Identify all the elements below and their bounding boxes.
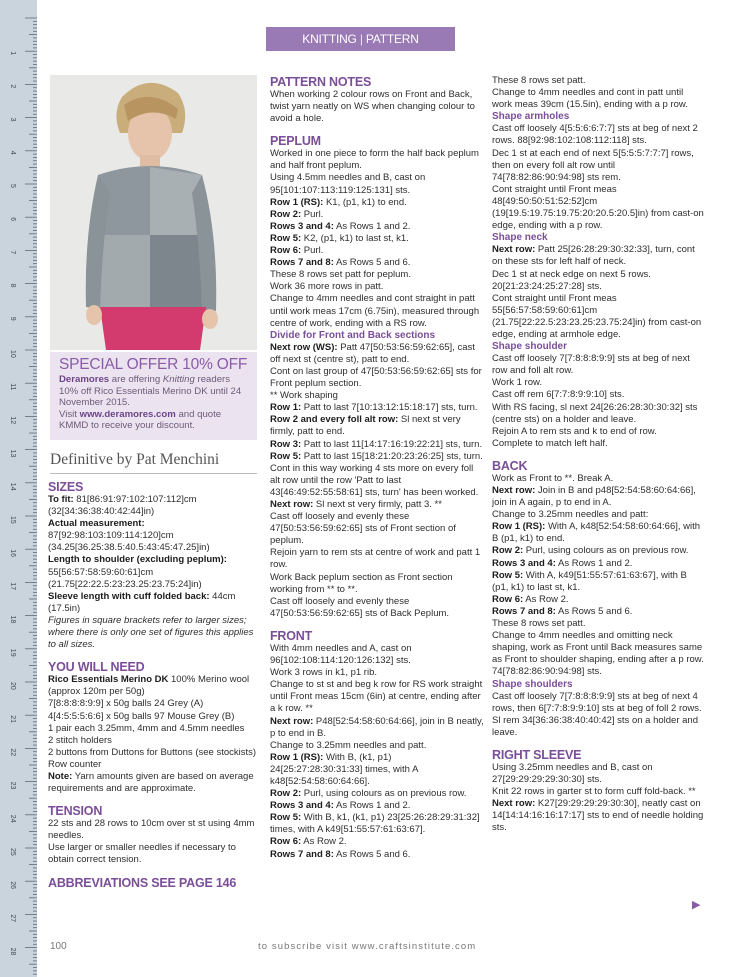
note-text bbox=[48, 615, 259, 651]
section-heading: RIGHT SLEEVE bbox=[492, 747, 582, 762]
paragraph: Cast off loosely 7[7:8:8:8:9:9] sts at beg of next 4 rows, then 6[7:7:8:9:9:10] sts at beg of foll 2 rows. bbox=[492, 690, 702, 714]
paragraph: Work 36 more rows in patt. bbox=[270, 281, 384, 293]
instruction-label: Next row: bbox=[492, 485, 536, 496]
ruler-number: 2 bbox=[9, 84, 16, 89]
section-heading: YOU WILL NEED bbox=[48, 660, 145, 675]
ruler-number: 7 bbox=[9, 250, 16, 255]
section-heading: BACK bbox=[492, 458, 528, 473]
offer-url[interactable]: www.deramores.com bbox=[79, 408, 176, 420]
instruction-value: Patt to last 11[14:17:16:19:22:21] sts, turn. bbox=[301, 438, 483, 450]
page-number: 100 bbox=[50, 941, 67, 952]
paragraph: Dec 1 st at neck edge on next 5 rows. 20[21:23:24:25:27:28] sts. bbox=[492, 268, 651, 292]
paragraph: Use larger or smaller needles if necessary to obtain correct tension. bbox=[48, 842, 236, 866]
paragraph: Change to 4mm needles and omitting neck shaping, work as Front until Back measures same as Front to shoulder shaping, ending after a p row. 74[78:82:86:90:94:98] sts. bbox=[492, 630, 704, 678]
paragraph: Sl rem 34[36:36:38:40:40:42] sts on a holder and leave. bbox=[492, 714, 698, 738]
instruction-label: Row 5: bbox=[270, 450, 302, 462]
instruction-label: Row 5: bbox=[270, 232, 302, 244]
ruler-number: 3 bbox=[9, 117, 16, 122]
instruction-line bbox=[270, 836, 484, 848]
instruction-line bbox=[270, 788, 484, 800]
section-heading: ABBREVIATIONS SEE PAGE 146 bbox=[48, 875, 237, 890]
paragraph: With RS facing, sl next 24[26:26:28:30:30:32] sts (centre sts) on a holder and leave. bbox=[492, 401, 698, 425]
banner-category: KNITTING bbox=[302, 32, 357, 46]
paragraph: Cont in this way working 4 sts more on every foll alt row until the row 'Patt to last 43[46:49:52:55:58:61] sts, turn' has been worked. bbox=[270, 462, 479, 498]
instruction-value: Purl, using colours as on previous row. bbox=[523, 545, 689, 557]
ruler-number: 25 bbox=[9, 848, 16, 856]
paragraph: Cast off loosely 7[7:8:8:8:9:9] sts at beg of next row and foll alt row. bbox=[492, 353, 690, 377]
instruction-value: Patt to last 7[10:13:12:15:18:17] sts, turn. bbox=[301, 402, 478, 414]
instruction-line bbox=[492, 244, 704, 268]
instruction-line bbox=[48, 771, 259, 795]
ruler-number: 13 bbox=[9, 449, 16, 458]
instruction-value: Patt to last 15[18:21:20:23:26:25] sts, turn. bbox=[301, 450, 483, 462]
instruction-label: Rows 7 and 8: bbox=[492, 605, 556, 617]
pattern-byline: Definitive by Pat Menchini bbox=[50, 451, 220, 468]
instruction-line bbox=[270, 499, 484, 511]
ruler-number: 24 bbox=[9, 814, 16, 823]
ruler-number: 20 bbox=[9, 682, 16, 690]
paragraph: Change to 4mm needles and cont straight in patt until work meas 17cm (6.75in), measured through centre of work, ending with a RS row. bbox=[270, 293, 480, 329]
paragraph: 87[92:98:103:109:114:120]cm (34.25[36.25:38.5:40.5:43:45:47.25]in) bbox=[48, 530, 210, 554]
subsection-heading: Shape neck bbox=[492, 232, 548, 244]
paragraph: These 8 rows set patt. bbox=[492, 75, 586, 86]
paragraph: Complete to match left half. bbox=[492, 437, 608, 449]
instruction-value: With A, k49[51:55:57:61:63:67], with B (p1, k1) to last st, k1. bbox=[492, 569, 687, 593]
instruction-line bbox=[270, 752, 484, 788]
offer-visit-part: and quote KMMD to receive your discount. bbox=[59, 408, 222, 432]
paragraph: Using 3.25mm needles and B, cast on 27[29:29:29:29:30:30] sts. bbox=[492, 761, 653, 786]
instruction-label: Rows 7 and 8: bbox=[270, 848, 334, 860]
instruction-line bbox=[270, 439, 484, 451]
paragraph: 2 buttons from Duttons for Buttons (see stockists) bbox=[48, 746, 257, 758]
column-left bbox=[48, 480, 259, 890]
instruction-value: As Rows 1 and 2. bbox=[333, 800, 411, 812]
paragraph: Worked in one piece to form the half back peplum and half front peplum. bbox=[270, 148, 479, 172]
ruler-number: 26 bbox=[9, 881, 16, 889]
instruction-label: Row 2: bbox=[492, 545, 524, 557]
column-middle bbox=[270, 75, 484, 861]
paragraph: Change to st st and beg k row for RS work straight until Front meas 15cm (6in) at centre, ending after a k row. ** bbox=[270, 679, 483, 715]
offer-text-part: readers 10% off Rico Essentials Merino DK until 24 November 2015. bbox=[59, 374, 242, 409]
instruction-label: To fit: bbox=[48, 494, 74, 505]
instruction-line bbox=[270, 812, 484, 836]
section-heading: TENSION bbox=[48, 804, 103, 819]
paragraph: 55[56:57:58:59:60:61]cm (21.75[22:22.5:23:23.25:23.75:24]in) bbox=[48, 566, 202, 590]
offer-brand: Deramores bbox=[59, 374, 110, 385]
instruction-value: Yarn amounts given are based on average requirements and are approximate. bbox=[48, 770, 254, 795]
section-banner bbox=[266, 27, 455, 70]
ruler-number: 15 bbox=[9, 516, 16, 524]
paragraph: Change to 3.25mm needles and patt: bbox=[492, 509, 649, 521]
paragraph: Work 1 row. bbox=[492, 377, 542, 389]
instruction-value: Purl. bbox=[301, 245, 324, 257]
paragraph: 2 stitch holders bbox=[48, 734, 112, 746]
column-right bbox=[492, 75, 704, 835]
instruction-value: 81[86:91:97:102:107:112]cm (32[34:36:38:40:42:44]in) bbox=[48, 494, 197, 518]
paragraph: 1 pair each 3.25mm, 4mm and 4.5mm needles bbox=[48, 722, 245, 734]
instruction-value: With A, k48[52:54:58:60:64:66], with B (p1, k1) to end. bbox=[492, 521, 701, 545]
paragraph: Cont on last group of 47[50:53:56:59:62:65] sts for Front peplum section. bbox=[270, 365, 482, 390]
instruction-value: As Row 2. bbox=[301, 836, 347, 848]
instruction-value: 100% Merino wool (approx 120m per 50g) bbox=[48, 674, 250, 698]
instruction-value: Purl. bbox=[301, 208, 324, 220]
paragraph: When working 2 colour rows on Front and Back, twist yarn neatly on WS when changing colour to avoid a hole. bbox=[270, 89, 475, 125]
instruction-value: As Rows 5 and 6. bbox=[333, 848, 411, 860]
ruler-number: 6 bbox=[9, 217, 16, 222]
offer-magazine: Knitting bbox=[162, 374, 195, 385]
paragraph: Rejoin yarn to rem sts at centre of work and patt 1 row. bbox=[270, 547, 481, 571]
instruction-line bbox=[492, 594, 704, 606]
instruction-line bbox=[270, 451, 484, 463]
instruction-label: Next row: bbox=[270, 715, 314, 727]
ruler-number: 19 bbox=[9, 648, 16, 657]
instruction-value: Purl, using colours as on previous row. bbox=[301, 788, 467, 800]
instruction-value: Patt 25[26:28:29:30:32:33], turn, cont on these sts for left half of neck. bbox=[492, 244, 695, 268]
ruler-number: 17 bbox=[9, 582, 16, 591]
paragraph: 22 sts and 28 rows to 10cm over st st using 4mm needles. bbox=[48, 818, 255, 842]
spacer bbox=[48, 867, 259, 876]
special-offer-box bbox=[50, 352, 257, 440]
instruction-value: As Row 2. bbox=[523, 593, 569, 605]
paragraph: These 8 rows set patt. bbox=[492, 618, 586, 630]
instruction-value: Join in B and p48[52:54:58:60:64:66], join in A again, p to end in A. bbox=[492, 485, 696, 509]
instruction-label: Row 2: bbox=[270, 208, 302, 220]
instruction-value: P48[52:54:58:60:64:66], join in B neatly, p to end in B. bbox=[270, 715, 484, 739]
paragraph: Change to 4mm needles and cont in patt until work meas 39cm (15.5in), ending with a p row. bbox=[492, 87, 688, 111]
ruler-number: 18 bbox=[9, 615, 16, 624]
instruction-label: Next row (WS): bbox=[270, 341, 338, 353]
instruction-line bbox=[270, 197, 484, 209]
subsection-heading: Shape shoulders bbox=[492, 678, 573, 690]
instruction-label: Row 1 (RS): bbox=[270, 196, 324, 208]
paragraph: Cont straight until Front meas 55[56:57:58:59:60:61]cm (21.75[22:22.5:23:23.25:23.75:24]in) from cast-on edge, ending at armhole edge. bbox=[492, 292, 702, 340]
paragraph: Cont straight until Front meas 48[49:50:50:51:52:52]cm (19[19.5:19.75:19.75:20:20.5:20.5]in) from cast-on edge, ending with a p row. bbox=[492, 183, 704, 232]
instruction-line bbox=[492, 485, 704, 509]
ruler-number: 1 bbox=[9, 51, 16, 56]
instruction-line bbox=[48, 591, 259, 615]
divider bbox=[50, 473, 257, 474]
instruction-label: Row 6: bbox=[492, 593, 524, 605]
paragraph: ** Work shaping bbox=[270, 390, 338, 402]
ruler-number: 22 bbox=[9, 748, 16, 757]
instruction-label: Row 2: bbox=[270, 788, 302, 800]
instruction-label: Row 1 (RS): bbox=[492, 521, 546, 533]
model-wearing-sweater-image bbox=[50, 75, 257, 350]
spacer bbox=[270, 125, 484, 134]
instruction-label: Next row: bbox=[270, 499, 314, 510]
ruler-number: 11 bbox=[9, 383, 16, 391]
instruction-line bbox=[270, 257, 484, 269]
subsection-heading: Shape armholes bbox=[492, 111, 570, 123]
paragraph: Dec 1 st at each end of next 5[5:5:5:7:7:7] rows, then on every foll alt row until 74[78:82:86:90:94:98] sts rem. bbox=[492, 147, 694, 183]
paragraph: Knit 22 rows in garter st to form cuff fold-back. ** bbox=[492, 786, 696, 798]
section-heading: FRONT bbox=[270, 628, 313, 643]
instruction-value: As Rows 1 and 2. bbox=[555, 557, 633, 569]
ruler-number: 28 bbox=[9, 947, 16, 956]
section-heading: SIZES bbox=[48, 480, 84, 494]
ruler-number: 23 bbox=[9, 781, 16, 790]
offer-visit-part: Visit bbox=[59, 408, 80, 420]
instruction-label: Row 3: bbox=[270, 438, 302, 450]
instruction-label: Rows 3 and 4: bbox=[492, 557, 556, 569]
instruction-label: Next row: bbox=[492, 244, 536, 256]
spacer bbox=[48, 795, 259, 804]
instruction-label: Row 1: bbox=[270, 402, 302, 414]
spacer bbox=[270, 620, 484, 629]
paragraph: Cast off loosely 4[5:5:6:6:7:7] sts at beg of next 2 rows. 88[92:98:102:108:112:118] sts. bbox=[492, 123, 698, 147]
ruler-number: 10 bbox=[9, 350, 16, 358]
subscribe-footer: to subscribe visit www.craftsinstitute.com bbox=[258, 941, 477, 952]
instruction-line bbox=[492, 521, 704, 545]
italic-note: Figures in square brackets refer to larger sizes; where there is only one set of figures this applies to all sizes. bbox=[48, 614, 254, 651]
instruction-value: 44cm (17.5in) bbox=[48, 590, 236, 614]
instruction-line bbox=[270, 221, 484, 233]
spacer bbox=[492, 450, 704, 459]
paragraph: Work 3 rows in k1, p1 rib. bbox=[270, 667, 378, 679]
subsection-heading: Shape shoulder bbox=[492, 341, 568, 353]
offer-title: SPECIAL OFFER 10% OFF bbox=[59, 356, 248, 373]
instruction-line bbox=[492, 606, 704, 618]
continue-arrow-icon: ▶ bbox=[692, 899, 701, 911]
subsection-heading: Divide for Front and Back sections bbox=[270, 329, 436, 341]
instruction-value: Patt 47[50:53:56:59:62:65], cast off next st (centre st), patt to end. bbox=[270, 341, 475, 365]
paragraph: Change to 3.25mm needles and patt. bbox=[270, 739, 427, 751]
section-heading: PATTERN NOTES bbox=[270, 75, 372, 89]
instruction-label: Note: bbox=[48, 770, 73, 782]
instruction-label: Row 2 and every foll alt row: bbox=[270, 414, 399, 426]
instruction-line bbox=[492, 570, 704, 594]
ruler-scale bbox=[0, 0, 37, 977]
section-heading: PEPLUM bbox=[270, 134, 321, 149]
model-photo bbox=[50, 75, 257, 350]
paragraph: Cast off loosely and evenly these 47[50:53:56:59:62:65] sts of Front section of peplum. bbox=[270, 511, 456, 547]
instruction-label: Row 1 (RS): bbox=[270, 751, 324, 763]
spacer bbox=[492, 739, 704, 748]
instruction-value: As Rows 5 and 6. bbox=[333, 257, 411, 269]
instruction-value: As Rows 5 and 6. bbox=[555, 605, 633, 617]
paragraph: Row counter bbox=[48, 758, 102, 770]
paragraph: 4[4:5:5:5:6:6] x 50g balls 97 Mouse Grey (B) bbox=[48, 710, 235, 722]
label-line bbox=[48, 518, 259, 530]
instruction-line bbox=[492, 798, 704, 834]
ruler-number: 9 bbox=[9, 316, 16, 321]
spacer bbox=[48, 651, 259, 660]
instruction-line bbox=[270, 849, 484, 861]
instruction-line bbox=[270, 209, 484, 221]
instruction-line bbox=[48, 674, 259, 698]
paragraph: These 8 rows set patt for peplum. bbox=[270, 269, 411, 281]
instruction-label: Next row: bbox=[492, 798, 536, 810]
instruction-label: Row 6: bbox=[270, 245, 302, 257]
banner-section: PATTERN INSTRUCTIONS bbox=[316, 32, 419, 70]
banner-separator: | bbox=[359, 32, 363, 46]
label-line bbox=[48, 554, 259, 566]
instruction-line bbox=[270, 414, 484, 438]
ruler-number: 4 bbox=[9, 150, 16, 155]
label: Actual measurement: bbox=[48, 518, 145, 530]
paragraph: With 4mm needles and A, cast on 96[102:108:114:120:126:132] sts. bbox=[270, 642, 412, 667]
instruction-line bbox=[270, 233, 484, 245]
instruction-label: Rows 7 and 8: bbox=[270, 257, 334, 269]
instruction-line bbox=[492, 558, 704, 570]
instruction-value: K2, (p1, k1) to last st, k1. bbox=[301, 232, 409, 244]
instruction-label: Row 5: bbox=[270, 812, 302, 824]
instruction-line bbox=[492, 545, 704, 557]
offer-text bbox=[59, 374, 248, 409]
measuring-ruler bbox=[0, 0, 37, 977]
instruction-label: Sleeve length with cuff folded back: bbox=[48, 590, 210, 602]
paragraph: Cast off rem 6[7:7:8:9:9:10] sts. bbox=[492, 389, 625, 401]
ruler-number: 12 bbox=[9, 416, 16, 425]
instruction-label: Row 5: bbox=[492, 569, 524, 581]
ruler-number: 21 bbox=[9, 715, 16, 723]
instruction-line bbox=[270, 245, 484, 257]
instruction-value: With B, (k1, p1) 24[25:27:28:30:31:33] times, with A k48[52:54:58:60:64:66]. bbox=[270, 751, 418, 787]
ruler-number: 5 bbox=[9, 184, 16, 188]
instruction-line bbox=[270, 402, 484, 414]
instruction-label: Row 6: bbox=[270, 836, 302, 848]
instruction-value: K27[29:29:29:29:30:30], neatly cast on 14[14:14:16:16:17:17] sts to end of needle holding sts. bbox=[492, 798, 704, 834]
offer-text-part: are offering bbox=[109, 374, 163, 385]
instruction-label: Rico Essentials Merino DK bbox=[48, 674, 169, 686]
instruction-value: K1, (p1, k1) to end. bbox=[323, 196, 407, 208]
instruction-value: Sl next st very firmly, patt 3. ** bbox=[313, 499, 442, 510]
instruction-line bbox=[48, 494, 259, 518]
ruler-number: 16 bbox=[9, 549, 16, 557]
offer-visit bbox=[59, 409, 248, 432]
instruction-label: Rows 3 and 4: bbox=[270, 800, 334, 812]
instruction-value: Sl next st very firmly, patt to end. bbox=[270, 414, 461, 438]
instruction-label: Rows 3 and 4: bbox=[270, 220, 334, 232]
ruler-number: 27 bbox=[9, 914, 16, 923]
paragraph: Rejoin A to rem sts and k to end of row. bbox=[492, 425, 657, 437]
paragraph: Work as Front to **. Break A. bbox=[492, 472, 614, 484]
ruler-number: 14 bbox=[9, 482, 16, 491]
instruction-line bbox=[270, 800, 484, 812]
instruction-value: As Rows 1 and 2. bbox=[333, 220, 411, 232]
instruction-line bbox=[270, 716, 484, 740]
instruction-value: With B, k1, (k1, p1) 23[25:26:28:29:31:32] times, with A k49[51:55:57:61:63:67]. bbox=[270, 812, 480, 836]
label: Length to shoulder (excluding peplum): bbox=[48, 554, 227, 566]
paragraph: Work Back peplum section as Front section working from ** to **. bbox=[270, 571, 453, 595]
ruler-number: 8 bbox=[9, 283, 16, 288]
paragraph: Using 4.5mm needles and B, cast on 95[101:107:113:119:125:131] sts. bbox=[270, 172, 426, 196]
paragraph: 7[8:8:8:8:9:9] x 50g balls 24 Grey (A) bbox=[48, 698, 204, 710]
instruction-line bbox=[270, 342, 484, 366]
paragraph: Cast off loosely and evenly these 47[50:53:56:59:62:65] sts of Back Peplum. bbox=[270, 595, 450, 619]
